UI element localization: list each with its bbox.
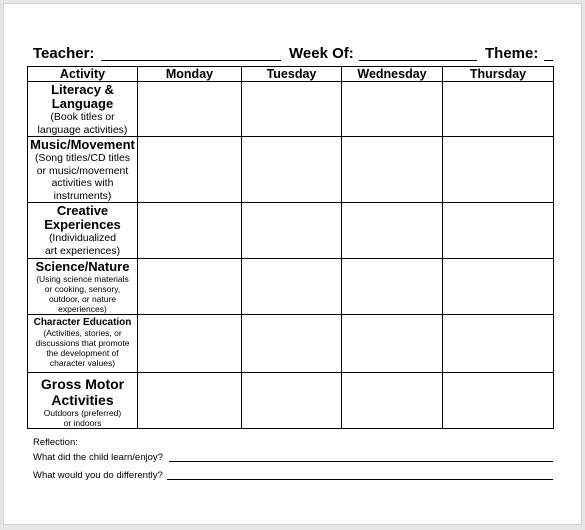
activity-cell-science (28, 259, 138, 315)
plan-cell-thursday[interactable] (443, 259, 554, 315)
activity-description: instruments) (53, 189, 112, 202)
week-of-field[interactable] (359, 60, 477, 61)
activity-description: art experiences) (44, 244, 121, 257)
activity-description: language activities) (37, 123, 128, 136)
plan-cell-monday[interactable] (138, 315, 242, 373)
plan-cell-wednesday[interactable] (342, 259, 443, 315)
teacher-field[interactable] (101, 60, 281, 61)
plan-cell-thursday[interactable] (443, 373, 554, 429)
activity-description: or music/movement (36, 164, 129, 177)
theme-field[interactable] (544, 60, 553, 61)
reflection-label: Reflection: (33, 437, 78, 448)
activity-description: outdoor, or nature (48, 294, 117, 304)
activity-description: or cooking, sensory, (44, 284, 121, 294)
activity-cell-literacy (28, 82, 138, 137)
table-row (28, 82, 554, 137)
plan-cell-thursday[interactable] (443, 82, 554, 137)
plan-cell-wednesday[interactable] (342, 373, 443, 429)
table-header-row (28, 67, 554, 82)
reflection-question-learn: What did the child learn/enjoy? (33, 452, 163, 463)
plan-cell-wednesday[interactable] (342, 315, 443, 373)
plan-cell-wednesday[interactable] (342, 82, 443, 137)
week-of-label: Week Of: (289, 45, 354, 62)
column-header-thursday: Thursday (443, 67, 554, 82)
plan-cell-wednesday[interactable] (342, 137, 443, 203)
table-row (28, 315, 554, 373)
plan-cell-tuesday[interactable] (242, 137, 342, 203)
plan-cell-tuesday[interactable] (242, 82, 342, 137)
activity-description: (Song titles/CD titles (34, 152, 131, 164)
reflection-answer-differently-field[interactable] (167, 479, 553, 480)
plan-cell-tuesday[interactable] (242, 373, 342, 429)
activity-cell-creative (28, 203, 138, 259)
activity-description: (Individualized (48, 232, 117, 244)
plan-cell-thursday[interactable] (443, 203, 554, 259)
lesson-plan-table (27, 66, 554, 429)
plan-cell-wednesday[interactable] (342, 203, 443, 259)
plan-cell-monday[interactable] (138, 259, 242, 315)
activity-title: Activities (51, 392, 114, 408)
table-row (28, 137, 554, 203)
plan-cell-tuesday[interactable] (242, 315, 342, 373)
column-header-tuesday: Tuesday (242, 67, 342, 82)
reflection-answer-learn-field[interactable] (169, 461, 553, 462)
activity-title: Science/Nature (35, 259, 130, 274)
activity-cell-music (28, 137, 138, 203)
activity-description: the development of (46, 348, 119, 358)
activity-description: discussions that promote (35, 338, 130, 348)
activity-title: Music/Movement (30, 137, 135, 152)
plan-cell-tuesday[interactable] (242, 203, 342, 259)
activity-cell-character (28, 315, 138, 373)
activity-title: Gross Motor (40, 376, 125, 392)
activity-description: (Using science materials (36, 274, 129, 284)
activity-description: activities with (51, 177, 114, 189)
table-row (28, 373, 554, 429)
activity-description: Outdoors (preferred) (43, 408, 122, 418)
plan-cell-monday[interactable] (138, 203, 242, 259)
activity-description: experiences) (58, 304, 107, 314)
plan-cell-thursday[interactable] (443, 137, 554, 203)
activity-title: Language (51, 96, 114, 111)
table-row (28, 203, 554, 259)
activity-title: Experiences (44, 217, 121, 232)
activity-description: character values) (49, 358, 116, 368)
plan-cell-tuesday[interactable] (242, 259, 342, 315)
theme-label: Theme: (485, 45, 539, 62)
reflection-question-differently: What would you do differently? (33, 470, 163, 481)
column-header-monday: Monday (138, 67, 242, 82)
table-row (28, 259, 554, 315)
activity-description: (Book titles or (50, 111, 115, 123)
worksheet-header (30, 45, 555, 65)
activity-title: Character Education (33, 317, 132, 328)
plan-cell-monday[interactable] (138, 82, 242, 137)
activity-description: or indoors (63, 418, 102, 428)
activity-description: (Activities, stories, or (43, 328, 122, 338)
teacher-label: Teacher: (33, 45, 95, 62)
activity-title: Creative (56, 203, 109, 218)
activity-title: Literacy & (51, 82, 114, 97)
activity-cell-gross-motor (28, 373, 138, 429)
plan-cell-monday[interactable] (138, 373, 242, 429)
plan-cell-monday[interactable] (138, 137, 242, 203)
column-header-wednesday: Wednesday (342, 67, 443, 82)
column-header-activity: Activity (28, 67, 138, 82)
plan-cell-thursday[interactable] (443, 315, 554, 373)
